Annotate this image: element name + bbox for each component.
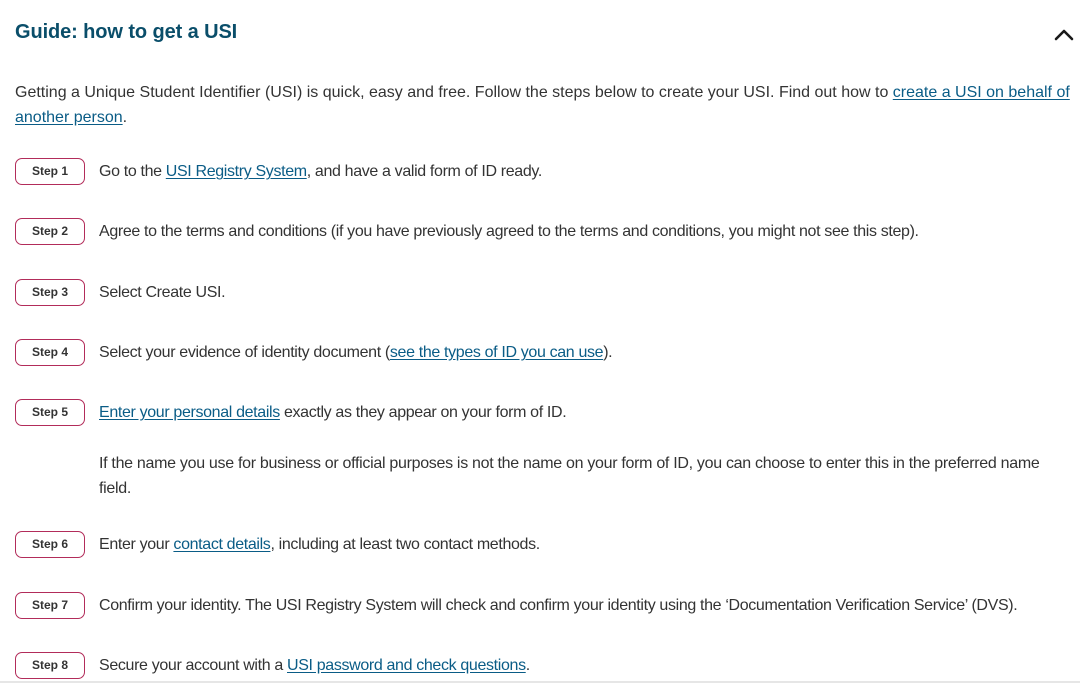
step-text-segment: Enter your [99, 536, 174, 553]
step-text-segment: exactly as they appear on your form of ID. [279, 404, 567, 421]
step-badge: Step 8 [15, 652, 85, 679]
step-text-segment: , including at least two contact methods. [270, 536, 540, 553]
step-text: Confirm your identity. The USI Registry System will check and confirm your identity using the ‘Documentation Verification Service’ (DVS). [99, 597, 1018, 614]
chevron-up-icon[interactable] [1052, 22, 1076, 46]
step5-note: If the name you use for business or official purposes is not the name on your form of ID, you can choose to enter this in the preferred name field. [99, 455, 1040, 497]
step-text [99, 161, 1074, 182]
step-text [99, 342, 1074, 363]
guide-title: Guide: how to get a USI [15, 21, 238, 43]
chevron-up-icon-graphic [1052, 22, 1076, 46]
create-usi-on-behalf-link[interactable]: create a USI on behalf of another person [15, 84, 1070, 126]
contact-details-link[interactable]: contact details [173, 536, 271, 553]
guide-header[interactable] [0, 0, 1080, 68]
step-row-8 [15, 652, 1075, 679]
intro-paragraph [15, 80, 1075, 130]
intro-text: Getting a Unique Student Identifier (USI) is quick, easy and free. Follow the steps below to create your USI. Find out how to [15, 84, 893, 101]
intro-text-end: . [122, 109, 128, 126]
step-text-segment: ). [603, 344, 613, 361]
types-of-id-link[interactable]: see the types of ID you can use [389, 344, 604, 361]
step-text-segment: Go to the [99, 163, 166, 180]
step-badge: Step 6 [15, 531, 85, 558]
step-text [99, 655, 1074, 676]
step-text-segment: . [525, 657, 530, 674]
step-row-1 [15, 158, 1075, 185]
step-text [99, 534, 1074, 555]
step-text-segment: , and have a valid form of ID ready. [306, 163, 542, 180]
step-badge: Step 2 [15, 218, 85, 245]
step-row-3 [15, 279, 1075, 306]
step-row-5 [15, 399, 1075, 426]
step-row-6 [15, 531, 1075, 558]
step-badge: Step 4 [15, 339, 85, 366]
step-badge: Step 5 [15, 399, 85, 426]
step-text [99, 402, 1074, 423]
step-text: Select Create USI. [99, 284, 226, 301]
step-badge: Step 1 [15, 158, 85, 185]
usi-registry-system-link[interactable]: USI Registry System [165, 163, 307, 180]
step-row-2 [15, 218, 1075, 245]
step-text-segment: Select your evidence of identity document ( [99, 344, 390, 361]
step-text: Agree to the terms and conditions (if you have previously agreed to the terms and conditions, you might not see this step). [99, 223, 919, 240]
step-row-7 [15, 592, 1075, 619]
usi-password-link[interactable]: USI password and check questions [287, 657, 526, 674]
step-row-4 [15, 339, 1075, 366]
personal-details-link[interactable]: Enter your personal details [99, 404, 280, 421]
step-badge: Step 3 [15, 279, 85, 306]
step-text-segment: Secure your account with a [99, 657, 287, 674]
step-badge: Step 7 [15, 592, 85, 619]
